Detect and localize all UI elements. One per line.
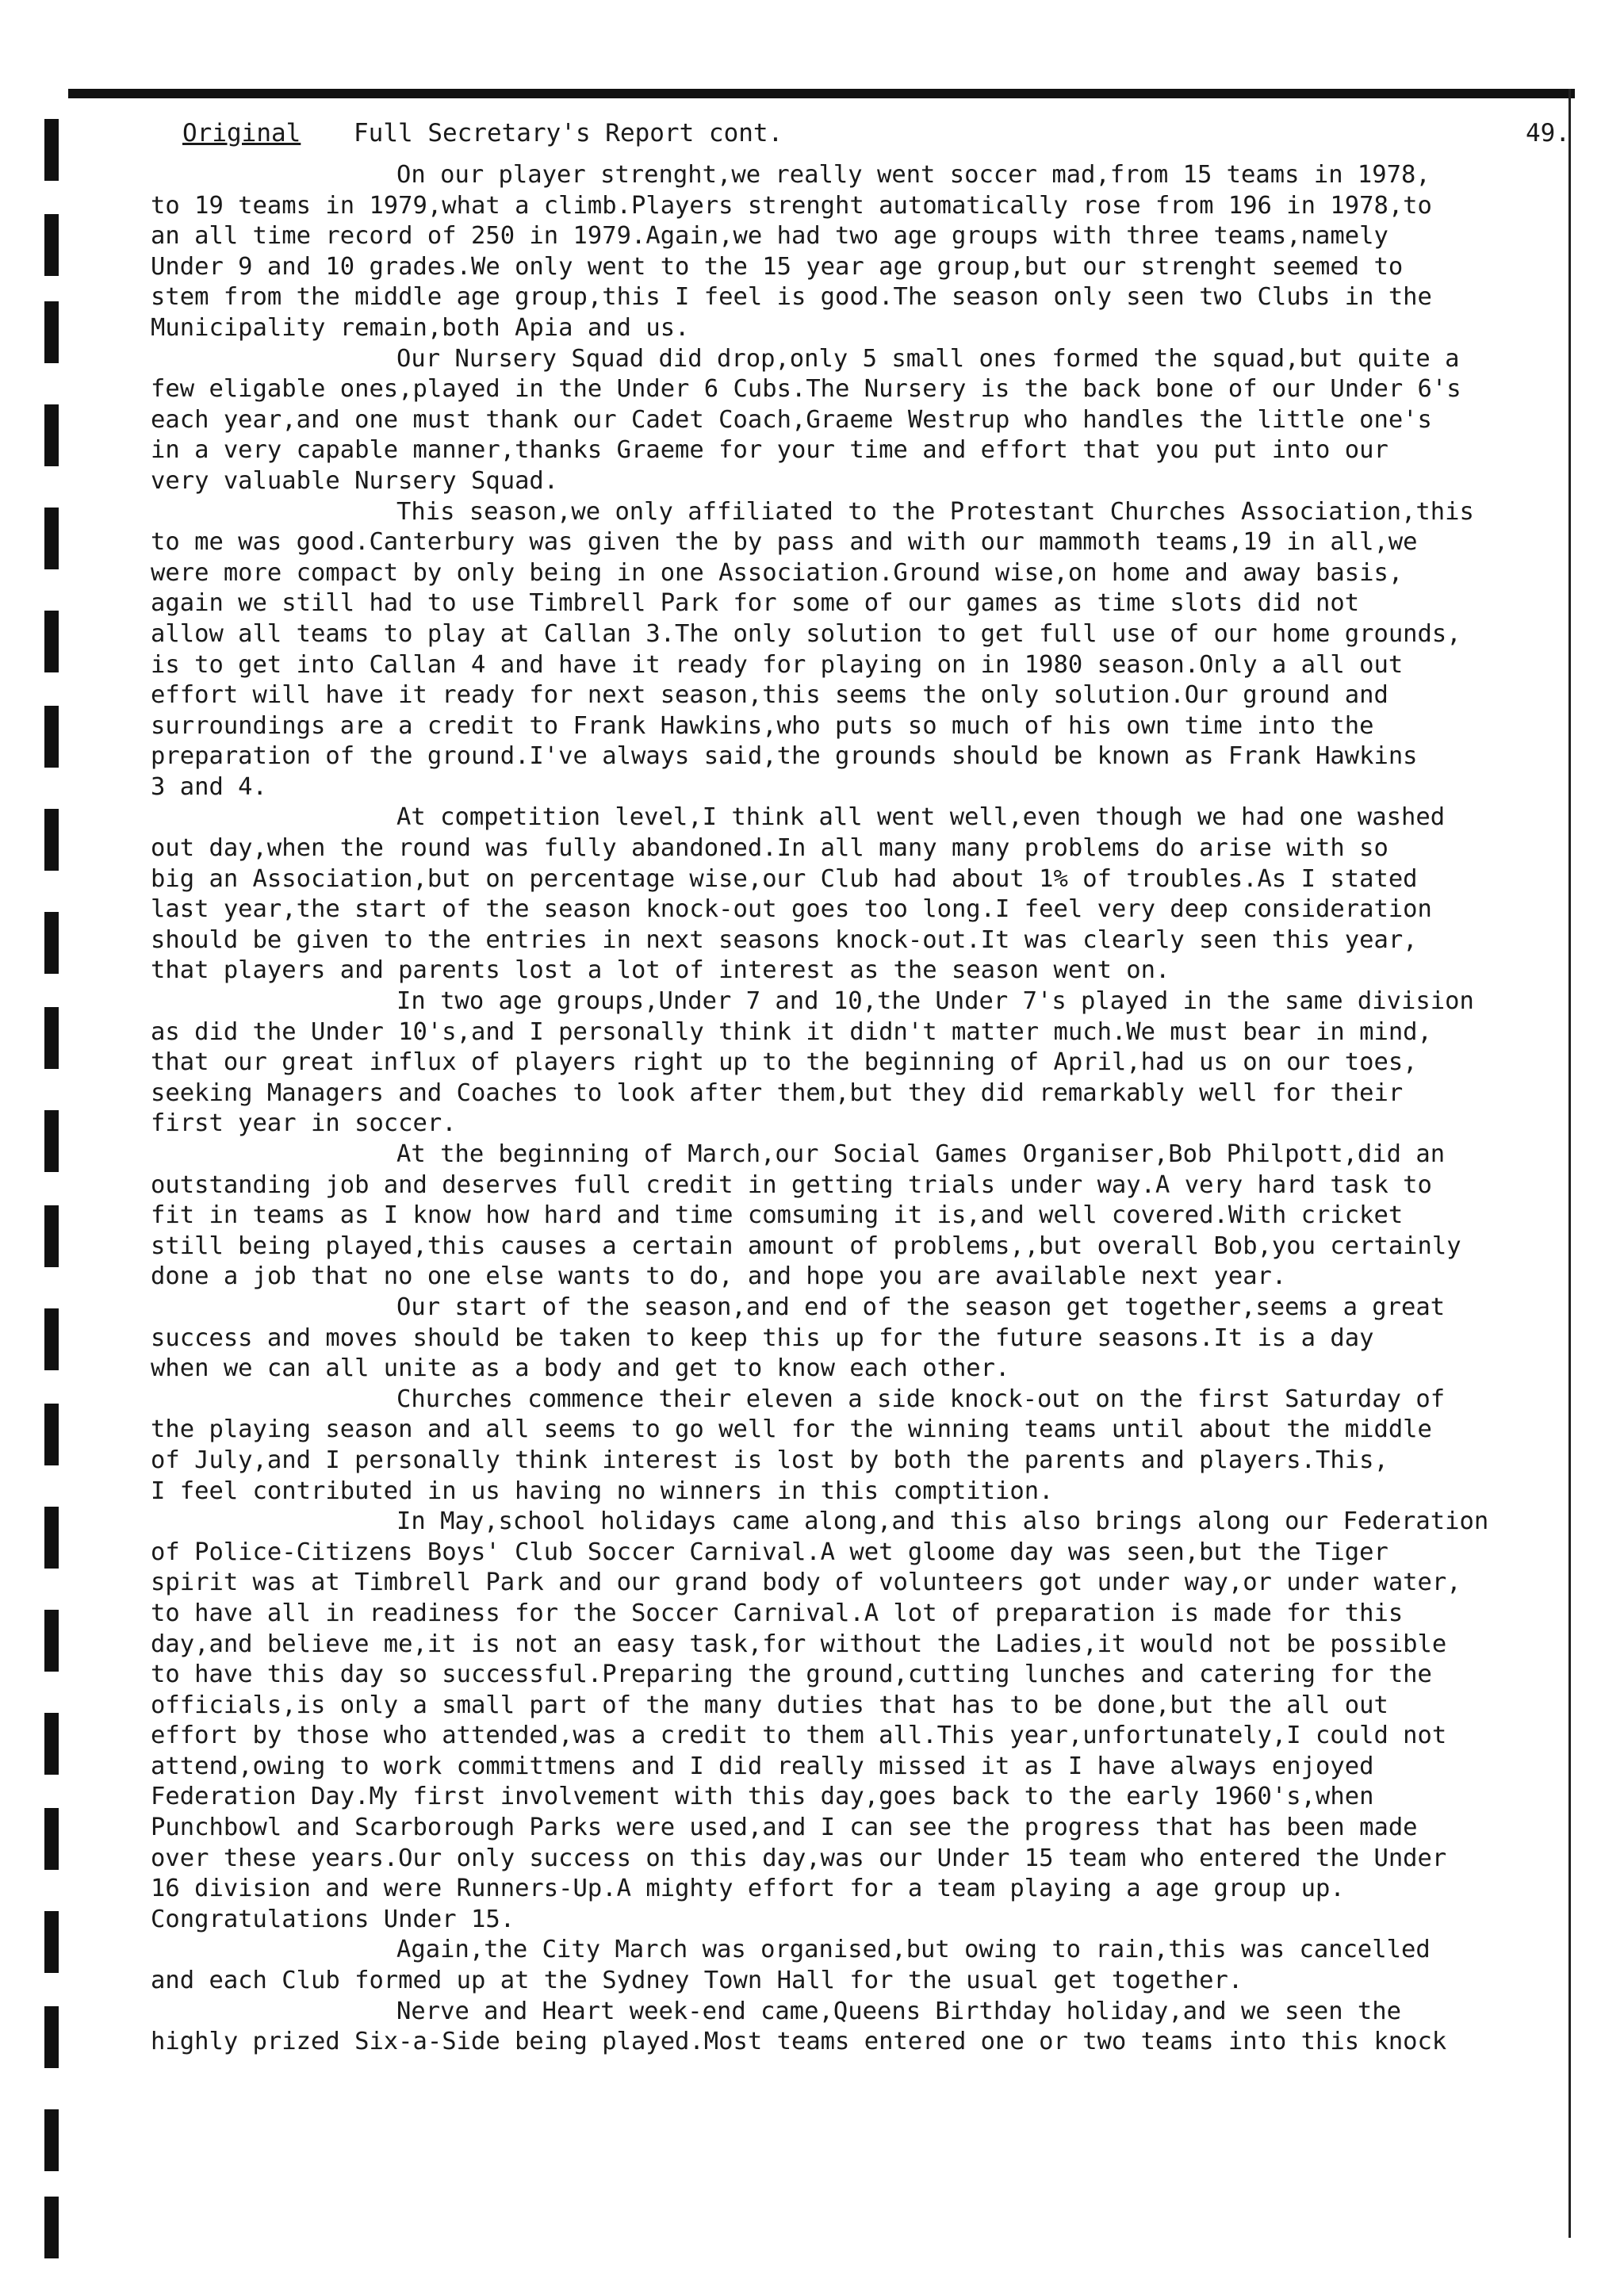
text-line: Churches commence their eleven a side knock-out on the first Saturday of (396, 1385, 1446, 1413)
text-line: the playing season and all seems to go well for the winning teams until about the middle (151, 1415, 1432, 1444)
binding-mark (44, 706, 59, 768)
paragraph-churches-knockout (151, 1385, 1570, 1507)
text-line: each year,and one must thank our Cadet Coach,Graeme Westrup who handles the little one's (151, 405, 1432, 434)
text-line: Our Nursery Squad did drop,only 5 small ones formed the squad,but quite a (396, 344, 1460, 373)
text-line: that our great influx of players right up to the beginning of April,had us on our toes, (151, 1048, 1418, 1077)
binding-mark (44, 214, 59, 276)
page-number: 49. (1526, 119, 1570, 147)
binding-mark (44, 2006, 59, 2068)
binding-mark (44, 1110, 59, 1172)
text-line: 3 and 4. (151, 772, 267, 801)
text-line: surroundings are a credit to Frank Hawkins,who puts so much of his own time into the (151, 711, 1374, 740)
report-page (151, 119, 1570, 2058)
text-line: outstanding job and deserves full credit in getting trials under way.A very hard task to (151, 1170, 1432, 1199)
binding-mark (44, 1007, 59, 1069)
text-line: Federation Day.My first involvement with this day,goes back to the early 1960's,when (151, 1783, 1374, 1811)
text-line: still being played,this causes a certain amount of problems,,but overall Bob,you certainly (151, 1232, 1461, 1260)
text-line: Punchbowl and Scarborough Parks were used,and I can see the progress that has been made (151, 1814, 1418, 1842)
text-line: On our player strenght,we really went soccer mad,from 15 teams in 1978, (396, 161, 1431, 189)
text-line: spirit was at Timbrell Park and our grand body of volunteers got under way,or under water, (151, 1569, 1461, 1597)
binding-mark (44, 119, 59, 181)
text-line: that players and parents lost a lot of interest as the season went on. (151, 956, 1170, 985)
text-line: when we can all unite as a body and get to know each other. (151, 1354, 1010, 1383)
binding-mark (44, 809, 59, 871)
text-line: attend,owing to work committmens and I did really missed it as I have always enjoyed (151, 1752, 1374, 1780)
binding-mark (44, 1713, 59, 1775)
text-line: in a very capable manner,thanks Graeme for your time and effort that you put into our (151, 436, 1388, 465)
text-line: is to get into Callan 4 and have it ready for playing on in 1980 season.Only a all out (151, 650, 1404, 679)
paragraph-city-march (151, 1935, 1570, 1996)
binding-mark (44, 1404, 59, 1465)
text-line: to 19 teams in 1979,what a climb.Players strenght automatically rose from 196 in 1978,to (151, 191, 1432, 220)
paragraph-social-games (151, 1140, 1570, 1293)
text-line: and each Club formed up at the Sydney Town Hall for the usual get together. (151, 1967, 1243, 1995)
report-title: Full Secretary's Report cont. (354, 119, 783, 147)
text-line: day,and believe me,it is not an easy task,for without the Ladies,it would not be possible (151, 1630, 1447, 1658)
text-line: fit in teams as I know how hard and time comsuming it is,and well covered.With cricket (151, 1201, 1404, 1230)
text-line: In two age groups,Under 7 and 10,the Under 7's played in the same division (396, 987, 1474, 1016)
binding-marks (44, 119, 62, 2260)
text-line: last year,the start of the season knock-out goes too long.I feel very deep consideration (151, 895, 1432, 924)
text-line: done a job that no one else wants to do, and hope you are available next year. (151, 1262, 1287, 1291)
text-line: In May,school holidays came along,and this also brings along our Federation (396, 1507, 1489, 1536)
top-border-rule (68, 89, 1575, 98)
text-line: Municipality remain,both Apia and us. (151, 313, 690, 342)
text-line: to have this day so successful.Preparing the ground,cutting lunches and catering for the (151, 1661, 1432, 1689)
paragraph-six-a-side (151, 1997, 1570, 2058)
binding-mark (44, 301, 59, 363)
binding-mark (44, 1911, 59, 1973)
text-line: I feel contributed in us having no winners in this comptition. (151, 1477, 1054, 1505)
text-line: preparation of the ground.I've always said,the grounds should be known as Frank Hawkins (151, 742, 1418, 771)
paragraph-age-groups (151, 986, 1570, 1140)
text-line: first year in soccer. (151, 1109, 457, 1138)
text-line: officials,is only a small part of the many duties that has to be done,but the all out (151, 1691, 1388, 1719)
text-line: out day,when the round was fully abandoned.In all many many problems do arise with so (151, 834, 1388, 863)
text-line: should be given to the entries in next seasons knock-out.It was clearly seen this year, (151, 925, 1418, 954)
text-line: few eligable ones,played in the Under 6 Cubs.The Nursery is the back bone of our Under 6's (151, 375, 1461, 404)
report-body (151, 160, 1570, 2058)
text-line: At competition level,I think all went well,even though we had one washed (396, 803, 1446, 832)
paragraph-player-strength (151, 160, 1570, 344)
text-line: This season,we only affiliated to the Protestant Churches Association,this (396, 497, 1474, 526)
binding-mark (44, 1205, 59, 1267)
original-label: Original (182, 119, 301, 147)
text-line: Our start of the season,and end of the season get together,seems a great (396, 1293, 1446, 1321)
text-line: over these years.Our only success on this day,was our Under 15 team who entered the Under (151, 1844, 1447, 1872)
text-line: of Police-Citizens Boys' Club Soccer Carnival.A wet gloome day was seen,but the Tiger (151, 1538, 1388, 1566)
text-line: seeking Managers and Coaches to look after them,but they did remarkably well for their (151, 1078, 1404, 1107)
binding-mark (44, 1507, 59, 1569)
binding-mark (44, 404, 59, 466)
text-line: of July,and I personally think interest is lost by both the parents and players.This, (151, 1446, 1388, 1474)
text-line: again we still had to use Timbrell Park for some of our games as time slots did not (151, 589, 1360, 618)
binding-mark (44, 1308, 59, 1370)
text-line: to have all in readiness for the Soccer Carnival.A lot of preparation is made for this (151, 1599, 1404, 1627)
paragraph-affiliation (151, 497, 1570, 803)
text-line: At the beginning of March,our Social Games Organiser,Bob Philpott,did an (396, 1140, 1446, 1168)
text-line: Again,the City March was organised,but owing to rain,this was cancelled (396, 1936, 1431, 1964)
paragraph-nursery-squad (151, 344, 1570, 497)
text-line: Congratulations Under 15. (151, 1905, 515, 1933)
text-line: to me was good.Canterbury was given the by pass and with our mammoth teams,19 in all,we (151, 528, 1418, 557)
binding-mark (44, 508, 59, 569)
binding-mark (44, 912, 59, 974)
binding-mark (44, 2109, 59, 2171)
text-line: highly prized Six-a-Side being played.Most teams entered one or two teams into this knock (151, 2028, 1447, 2056)
text-line: success and moves should be taken to keep this up for the future seasons.It is a day (151, 1323, 1374, 1352)
text-line: stem from the middle age group,this I feel is good.The season only seen two Clubs in the (151, 283, 1432, 312)
text-line: Nerve and Heart week-end came,Queens Birthday holiday,and we seen the (396, 1997, 1402, 2025)
text-line: big an Association,but on percentage wise,our Club had about 1% of troubles.As I stated (151, 864, 1418, 893)
paragraph-federation-carnival (151, 1507, 1570, 1935)
text-line: as did the Under 10's,and I personally think it didn't matter much.We must bear in mind, (151, 1017, 1432, 1046)
text-line: allow all teams to play at Callan 3.The only solution to get full use of our home grounds, (151, 619, 1461, 648)
text-line: effort by those who attended,was a credit to them all.This year,unfortunately,I could not (151, 1722, 1447, 1750)
paragraph-season-get-together (151, 1293, 1570, 1385)
text-line: Under 9 and 10 grades.We only went to the 15 year age group,but our strenght seemed to (151, 252, 1404, 281)
page-header (151, 119, 1570, 160)
paragraph-competition (151, 802, 1570, 986)
binding-mark (44, 1610, 59, 1672)
binding-mark (44, 2197, 59, 2258)
text-line: were more compact by only being in one Association.Ground wise,on home and away basis, (151, 558, 1404, 587)
binding-mark (44, 1808, 59, 1870)
text-line: effort will have it ready for next season,this seems the only solution.Our ground and (151, 681, 1388, 710)
binding-mark (44, 611, 59, 672)
text-line: 16 division and were Runners-Up.A mighty effort for a team playing a age group up. (151, 1875, 1345, 1903)
text-line: very valuable Nursery Squad. (151, 466, 559, 495)
text-line: an all time record of 250 in 1979.Again,we had two age groups with three teams,namely (151, 222, 1388, 251)
